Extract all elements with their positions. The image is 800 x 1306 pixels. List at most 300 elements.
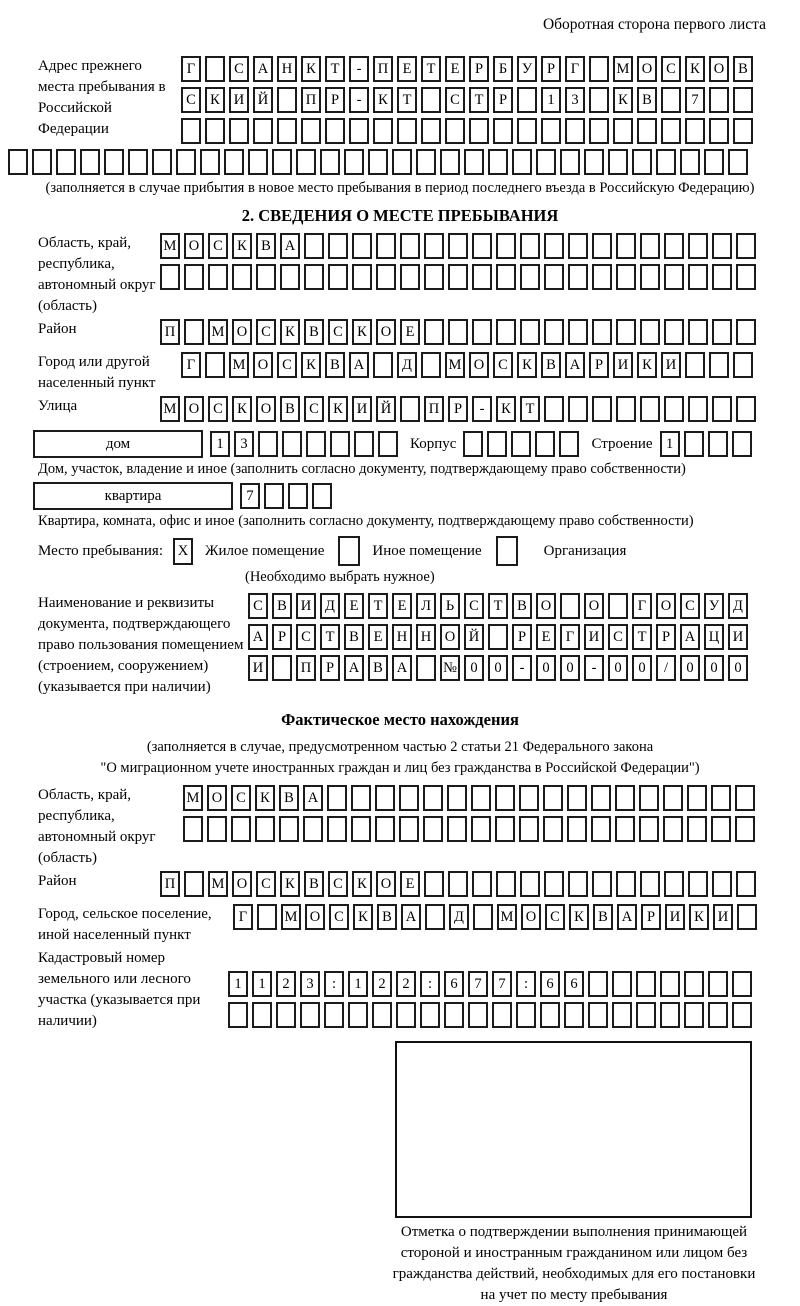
char-box [663,816,683,842]
char-box: 3 [565,87,585,113]
char-box: А [401,904,421,930]
apartment-type-box: квартира [33,482,233,510]
char-box [280,264,300,290]
char-box [567,816,587,842]
char-box: 6 [444,971,464,997]
char-box: Н [277,56,297,82]
char-box [687,816,707,842]
char-box [224,149,244,175]
actual-location-title: Фактическое место нахождения [281,710,519,729]
stroenie-row [660,431,756,457]
char-box: И [352,396,372,422]
char-box: В [280,396,300,422]
char-box: 1 [252,971,272,997]
char-box: И [229,87,249,113]
char-box [448,871,468,897]
cadastral-row-1 [228,971,756,997]
char-box: С [208,233,228,259]
char-box [737,904,757,930]
char-box [424,264,444,290]
char-box: Г [632,593,652,619]
char-box: С [256,319,276,345]
char-box: Т [368,593,388,619]
char-box [324,1002,344,1028]
char-box: И [665,904,685,930]
char-box [520,319,540,345]
char-box: 0 [464,655,484,681]
char-box: С [445,87,465,113]
char-box: - [349,87,369,113]
char-box: О [376,319,396,345]
street-row [160,396,760,422]
char-box [424,233,444,259]
char-box [184,264,204,290]
char-box: Г [565,56,585,82]
char-box: № [440,655,460,681]
apartment-number-row [240,483,336,509]
char-box: 1 [660,431,680,457]
char-box [728,149,748,175]
char-box [248,149,268,175]
char-box [732,971,752,997]
char-box [712,396,732,422]
char-box [463,431,483,457]
char-box [709,118,729,144]
char-box [543,785,563,811]
char-box [608,593,628,619]
char-box [448,319,468,345]
char-box: 2 [372,971,392,997]
char-box [128,149,148,175]
char-box: М [497,904,517,930]
char-box [257,904,277,930]
char-box [733,352,753,378]
char-box: С [464,593,484,619]
char-box [708,431,728,457]
char-box: Т [421,56,441,82]
char-box: Р [512,624,532,650]
char-box: О [305,904,325,930]
char-box: В [368,655,388,681]
char-box: И [248,655,268,681]
char-box: О [253,352,273,378]
char-box [712,264,732,290]
char-box: 1 [541,87,561,113]
char-box: А [253,56,273,82]
char-box [473,904,493,930]
char-box: 6 [540,971,560,997]
char-box [612,1002,632,1028]
char-box [304,264,324,290]
actual-region-section [38,785,800,869]
char-box: 7 [468,971,488,997]
char-box: А [303,785,323,811]
char-box [616,233,636,259]
char-box: О [656,593,676,619]
char-box: К [232,233,252,259]
actual-location-note-2: "О миграционном учете иностранных граждан и лиц без гражданства в Российской Федерации") [100,760,700,776]
char-box: П [160,319,180,345]
char-box: Н [416,624,436,650]
char-box: М [160,233,180,259]
char-box: С [296,624,316,650]
char-box [325,118,345,144]
char-box [303,816,323,842]
char-box: Е [445,56,465,82]
char-box: 2 [276,971,296,997]
actual-location-note-1: (заполняется в случае, предусмотренном частью 2 статьи 21 Федерального закона [146,739,654,755]
char-box: В [512,593,532,619]
char-box: : [324,971,344,997]
char-box [664,871,684,897]
prev-address-row-4 [8,149,800,175]
char-box: Т [632,624,652,650]
region-row-1 [160,233,760,259]
char-box [664,396,684,422]
char-box: С [328,319,348,345]
char-box: Г [181,56,201,82]
char-box: 7 [685,87,705,113]
char-box [300,1002,320,1028]
stay-type-section [38,536,800,566]
char-box [664,264,684,290]
char-box: Р [469,56,489,82]
char-box [639,816,659,842]
char-box [684,971,704,997]
document-rows [248,593,752,686]
char-box [495,785,515,811]
char-box [516,1002,536,1028]
apartment-section [33,482,800,510]
char-box [228,1002,248,1028]
char-box [640,233,660,259]
char-box [184,871,204,897]
char-box: 1 [210,431,230,457]
char-box: С [545,904,565,930]
char-box: А [349,352,369,378]
char-box [543,816,563,842]
char-box: К [232,396,252,422]
char-box: Р [589,352,609,378]
char-box [229,118,249,144]
char-box: - [472,396,492,422]
char-box: О [584,593,604,619]
char-box [445,118,465,144]
char-box [736,319,756,345]
actual-district-section [38,871,800,902]
char-box: Т [325,56,345,82]
char-box [592,233,612,259]
char-box: К [280,319,300,345]
actual-region-row-2 [183,816,759,842]
prev-address-label: Адрес прежнего места пребывания в Российской Федерации [38,58,166,137]
char-box: - [584,655,604,681]
char-box [472,871,492,897]
char-box [312,483,332,509]
char-box [420,1002,440,1028]
char-box [663,785,683,811]
stay-option-other-checkbox [338,536,360,566]
char-box: У [517,56,537,82]
char-box [685,352,705,378]
char-box: В [637,87,657,113]
char-box: С [229,56,249,82]
char-box: Д [728,593,748,619]
char-box [277,87,297,113]
char-box [640,871,660,897]
char-box [592,319,612,345]
char-box: 0 [608,655,628,681]
char-box [351,785,371,811]
char-box [258,431,278,457]
char-box [592,871,612,897]
char-box: П [160,871,180,897]
char-box: Р [656,624,676,650]
char-box [709,352,729,378]
char-box: Т [320,624,340,650]
stroenie-label: Строение [591,435,653,452]
char-box [399,816,419,842]
char-box: В [272,593,292,619]
char-box [32,149,52,175]
char-box: 7 [240,483,260,509]
actual-region-rows [183,785,759,847]
char-box [327,816,347,842]
char-box: И [661,352,681,378]
char-box [640,396,660,422]
actual-region-label: Область, край, республика, автономный округ (область) [38,787,156,866]
char-box [208,264,228,290]
char-box [568,396,588,422]
prev-address-section [38,56,800,149]
char-box: 2 [396,971,416,997]
char-box [80,149,100,175]
char-box [424,871,444,897]
char-box [272,655,292,681]
char-box [616,396,636,422]
char-box [423,816,443,842]
char-box [231,816,251,842]
stamp-box [395,1041,752,1218]
char-box [160,264,180,290]
char-box [205,118,225,144]
char-box [255,816,275,842]
char-box: - [512,655,532,681]
char-box [639,785,659,811]
char-box: С [680,593,700,619]
char-box: О [536,593,556,619]
char-box [351,816,371,842]
char-box [375,785,395,811]
char-box [232,264,252,290]
prev-address-rows [181,56,757,149]
prev-address-row-2 [181,87,757,113]
char-box [328,264,348,290]
char-box [368,149,388,175]
document-row-2 [248,624,752,650]
char-box: В [733,56,753,82]
char-box [708,1002,728,1028]
char-box [520,233,540,259]
char-box [616,319,636,345]
char-box [592,264,612,290]
char-box: В [256,233,276,259]
char-box [400,233,420,259]
char-box [421,87,441,113]
char-box: 3 [300,971,320,997]
char-box: С [661,56,681,82]
char-box [535,431,555,457]
char-box [330,431,350,457]
char-box: Й [376,396,396,422]
char-box [264,483,284,509]
char-box: М [208,319,228,345]
house-type-box: дом [33,430,203,458]
char-box [688,264,708,290]
char-box: В [593,904,613,930]
char-box [493,118,513,144]
char-box [448,233,468,259]
char-box: И [728,624,748,650]
char-box: Л [416,593,436,619]
cadastral-rows [228,971,756,1033]
char-box: К [280,871,300,897]
char-box [688,233,708,259]
char-box: Ь [440,593,460,619]
char-box [588,1002,608,1028]
char-box: Р [325,87,345,113]
char-box [544,319,564,345]
char-box [200,149,220,175]
char-box: С [608,624,628,650]
char-box: А [248,624,268,650]
char-box [680,149,700,175]
char-box: К [352,871,372,897]
char-box: Д [397,352,417,378]
char-box [468,1002,488,1028]
char-box [288,483,308,509]
char-box [375,816,395,842]
char-box: С [181,87,201,113]
char-box [592,396,612,422]
char-box [276,1002,296,1028]
char-box [560,149,580,175]
char-box [615,785,635,811]
char-box: О [232,871,252,897]
char-box: П [296,655,316,681]
char-box: Е [400,319,420,345]
char-box [733,87,753,113]
char-box [152,149,172,175]
region-section [38,233,800,317]
char-box [637,118,657,144]
char-box: И [584,624,604,650]
char-box [423,785,443,811]
actual-district-row [160,871,760,897]
char-box [176,149,196,175]
stay-option-residential-checkbox: X [173,538,193,565]
actual-city-label: Город, сельское поселение, иной населенный пункт [38,906,212,943]
char-box: С [493,352,513,378]
char-box: Е [400,871,420,897]
char-box [736,264,756,290]
char-box [277,118,297,144]
korpus-row [463,431,583,457]
char-box: В [344,624,364,650]
char-box: С [329,904,349,930]
char-box [732,431,752,457]
char-box: Д [449,904,469,930]
char-box [373,352,393,378]
actual-city-section [38,904,800,946]
char-box: П [424,396,444,422]
char-box [296,149,316,175]
char-box [272,149,292,175]
char-box: К [301,352,321,378]
char-box [8,149,28,175]
char-box [736,396,756,422]
stay-option-organization-checkbox [496,536,518,566]
char-box [440,149,460,175]
char-box [688,871,708,897]
char-box: К [613,87,633,113]
char-box [444,1002,464,1028]
char-box [378,431,398,457]
actual-city-row [233,904,761,930]
prev-address-note: (заполняется в случае прибытия в новое место пребывания в период последнего въезда в Российскую Федерацию) [45,180,755,196]
char-box [352,264,372,290]
char-box [448,264,468,290]
char-box [588,971,608,997]
char-box [704,149,724,175]
char-box [636,1002,656,1028]
char-box: К [517,352,537,378]
char-box [736,233,756,259]
char-box [181,118,201,144]
char-box [471,816,491,842]
char-box [567,785,587,811]
char-box: Е [397,56,417,82]
street-section [38,396,800,427]
char-box [400,396,420,422]
char-box [496,233,516,259]
char-box: В [325,352,345,378]
char-box: 0 [632,655,652,681]
house-number-row [210,431,402,457]
char-box [584,149,604,175]
region-label: Область, край, республика, автономный округ (область) [38,235,156,314]
char-box: С [248,593,268,619]
char-box [559,431,579,457]
char-box [511,431,531,457]
char-box [711,785,731,811]
char-box: Е [536,624,556,650]
char-box: О [256,396,276,422]
char-box [392,149,412,175]
char-box: И [713,904,733,930]
char-box [471,785,491,811]
char-box [352,233,372,259]
char-box [568,319,588,345]
char-box: Е [344,593,364,619]
char-box: К [685,56,705,82]
char-box [688,319,708,345]
char-box [400,264,420,290]
char-box [709,87,729,113]
char-box: Н [392,624,412,650]
char-box [616,871,636,897]
char-box: А [392,655,412,681]
